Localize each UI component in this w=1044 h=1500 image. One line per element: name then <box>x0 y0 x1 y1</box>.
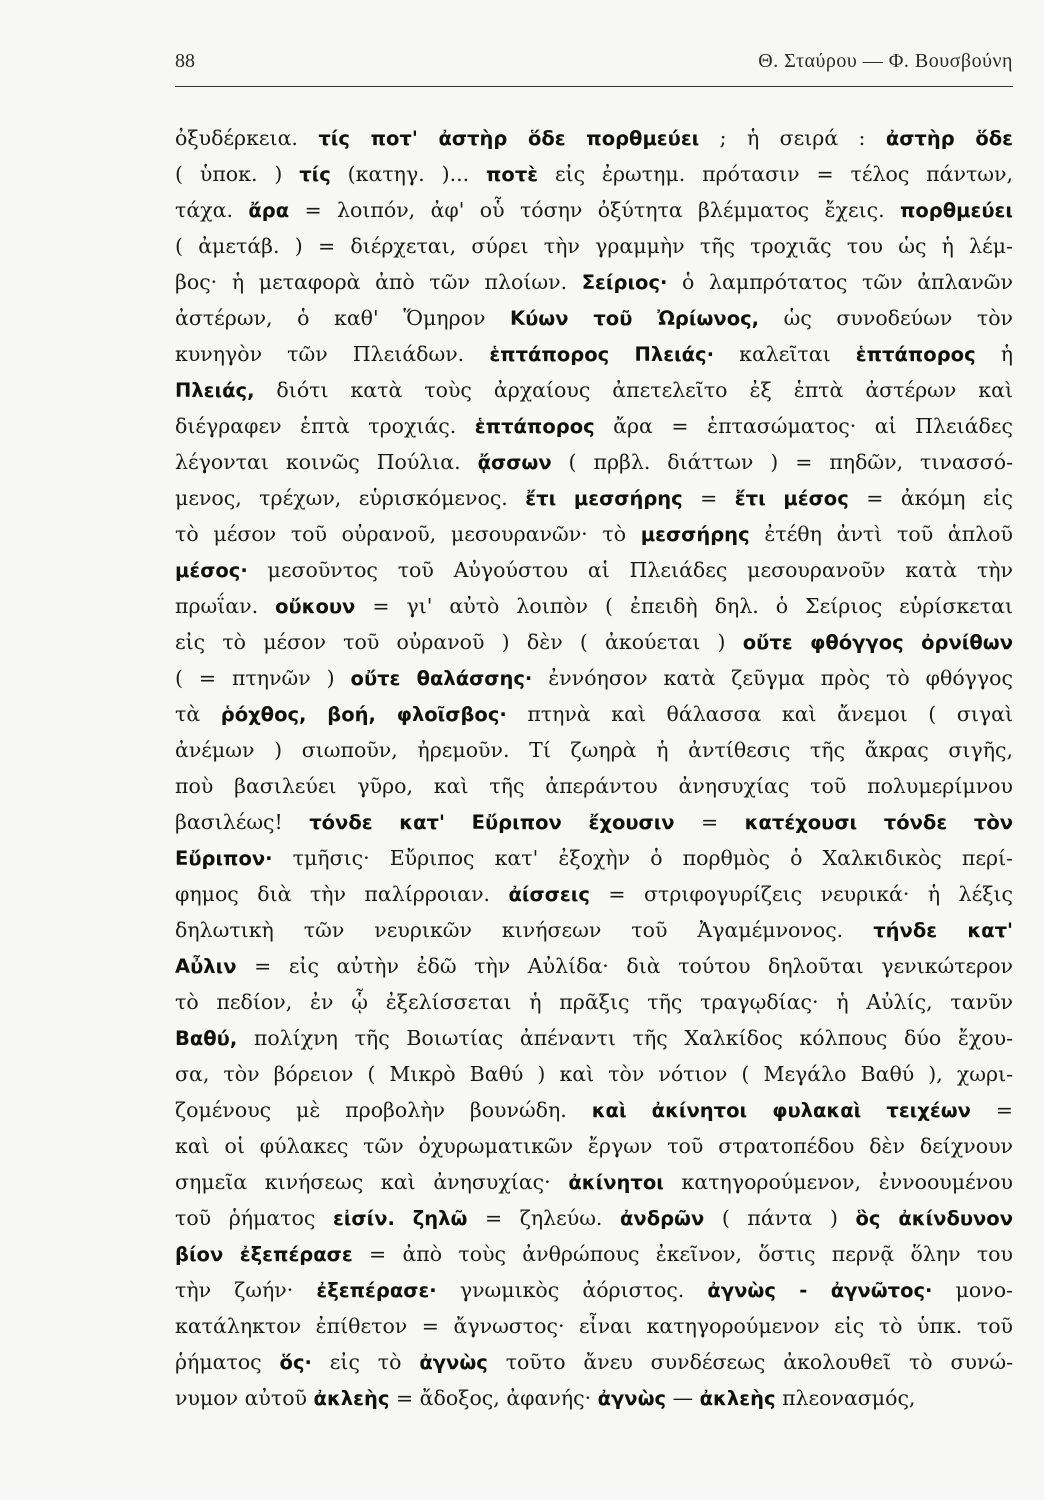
gloss-text: = στριφογυρίζεις νευρικά· ἡ λέξις <box>589 882 1013 906</box>
text-line <box>175 732 1013 768</box>
gloss-text: ἡ <box>975 342 1013 366</box>
lemma-term: ἔτι μεσσήρης <box>525 487 683 510</box>
lemma-term: πορθμεύει <box>899 199 1013 222</box>
gloss-text: βασιλέως! <box>175 810 310 834</box>
lemma-term: ἀνδρῶν <box>620 1207 705 1230</box>
text-line <box>175 1020 1013 1056</box>
text-line <box>175 588 1013 624</box>
commentary-text <box>175 120 1013 1416</box>
gloss-text: τοῦ ῥήματος <box>175 1206 333 1230</box>
lemma-term: τήνδε κατ' <box>873 919 1013 942</box>
gloss-text: ὡς συνοδεύων τὸν <box>759 306 1013 330</box>
lemma-term: ᾄσσων <box>477 451 552 474</box>
gloss-text: δηλωτικὴ τῶν νευρικῶν κινήσεων τοῦ Ἀγαμέμνονος. <box>175 918 874 942</box>
gloss-text: τάχα. <box>175 198 249 222</box>
gloss-text: πτηνὰ καὶ θάλασσα καὶ ἄνεμοι ( σιγαὶ <box>506 702 1013 726</box>
gloss-text: τὴν ζωήν· <box>175 1278 317 1302</box>
text-line <box>175 1236 1013 1272</box>
gloss-text: = <box>682 486 735 510</box>
lemma-term: τίς ποτ' ἀστὴρ ὅδε πορθμεύει <box>318 127 700 150</box>
gloss-text: κυνηγὸν τῶν Πλειάδων. <box>175 342 490 366</box>
lemma-term: τίς <box>299 163 331 186</box>
gloss-text: φημος διὰ τὴν παλίρροιαν. <box>175 882 509 906</box>
lemma-term: ῥόχθος, βοή, φλοῖσβος· <box>220 703 507 726</box>
lemma-term: ἀγνὼς <box>419 1351 488 1374</box>
lemma-term: ὃς ἀκίνδυνον <box>855 1207 1013 1230</box>
page-header <box>175 50 1013 87</box>
gloss-text: = <box>674 810 745 834</box>
lemma-term: βίον ἐξεπέρασε <box>175 1243 353 1266</box>
gloss-text: = ζηλεύω. <box>467 1206 621 1230</box>
text-line <box>175 624 1013 660</box>
gloss-text: ἐννόησον κατὰ ζεῦγμα πρὸς τὸ φθόγγος <box>532 666 1013 690</box>
lemma-term: καὶ ἀκίνητοι φυλακαὶ τειχέων <box>591 1099 971 1122</box>
lemma-term: Εὔριπον· <box>175 847 273 870</box>
gloss-text: μονο- <box>932 1278 1013 1302</box>
gloss-text: = ἀπὸ τοὺς ἀνθρώπους ἐκεῖνον, ὅστις περνᾷ ὅλην του <box>352 1242 1013 1266</box>
gloss-text: = γι' αὐτὸ λοιπὸν ( ἐπειδὴ δηλ. ὁ Σείριος εὑρίσκεται <box>355 594 1013 618</box>
gloss-text: πρωΐαν. <box>175 594 276 618</box>
gloss-text: = λοιπόν, ἀφ' οὗ τόσην ὀξύτητα βλέμματος ἔχεις. <box>289 198 900 222</box>
text-line <box>175 552 1013 588</box>
gloss-text: ἀστέρων, ὁ καθ' Ὅμηρον <box>175 306 511 330</box>
text-line <box>175 1344 1013 1380</box>
gloss-text: ὁ λαμπρότατος τῶν ἀπλανῶν <box>667 270 1013 294</box>
gloss-text: πλεονασμός, <box>775 1386 916 1410</box>
lemma-term: ἀστὴρ ὅδε <box>885 127 1013 150</box>
page-number: 88 <box>175 50 195 72</box>
gloss-text: τοῦτο ἄνευ συνδέσεως ἀκολουθεῖ τὸ συνώ- <box>487 1350 1013 1374</box>
text-line <box>175 1128 1013 1164</box>
gloss-text: τὸ μέσον τοῦ οὐρανοῦ, μεσουρανῶν· τὸ <box>175 522 641 546</box>
gloss-text: κατηγορούμενον, ἐννοουμένου <box>663 1170 1013 1194</box>
gloss-text: καὶ οἱ φύλακες τῶν ὀχυρωματικῶν ἔργων τοῦ στρατοπέδου δὲν δείχνουν <box>175 1134 1013 1158</box>
lemma-term: ποτὲ <box>486 163 539 186</box>
gloss-text: γνωμικὸς ἀόριστος. <box>436 1278 708 1302</box>
gloss-text: λέγονται κοινῶς Πούλια. <box>175 450 478 474</box>
lemma-term: μέσος· <box>175 559 248 582</box>
text-line <box>175 516 1013 552</box>
lemma-term: τόνδε κατ' Εὔριπον ἔχουσιν <box>309 811 675 834</box>
lemma-term: Αὖλιν <box>175 955 237 978</box>
lemma-term: ἔτι μέσος <box>734 487 849 510</box>
gloss-text: διότι κατὰ τοὺς ἀρχαίους ἀπετελεῖτο ἐξ ἑπτὰ ἀστέρων καὶ <box>254 378 1013 402</box>
lemma-term: Βαθύ, <box>175 1027 238 1050</box>
gloss-text: εἰς τὸ <box>311 1350 420 1374</box>
gloss-text: μενος, τρέχων, εὑρισκόμενος. <box>175 486 526 510</box>
text-line <box>175 804 1013 840</box>
gloss-text: μεσοῦντος τοῦ Αὐγούστου αἱ Πλειάδες μεσουρανοῦν κατὰ τὴν <box>247 558 1013 582</box>
running-head-authors: Θ. Σταύρου — Φ. Βουσβούνη <box>758 50 1013 72</box>
gloss-text: καλεῖται <box>714 342 856 366</box>
text-line <box>175 696 1013 732</box>
text-line <box>175 1200 1013 1236</box>
lemma-term: ἀκίνητοι <box>568 1171 664 1194</box>
lemma-term: οὔτε θαλάσσης· <box>350 667 533 690</box>
text-line <box>175 840 1013 876</box>
gloss-text: ; ἡ σειρά : <box>699 126 886 150</box>
lemma-term: ἀκλεὴς <box>313 1387 390 1410</box>
text-line <box>175 660 1013 696</box>
gloss-text: ( ὑποκ. ) <box>175 162 300 186</box>
lemma-term: ἑπτάπορος Πλειάς· <box>489 343 715 366</box>
gloss-text: = ἄδοξος, ἀφανής· <box>389 1386 598 1410</box>
lemma-term: κατέχουσι τόνδε τὸν <box>744 811 1013 834</box>
gloss-text: τὸ πεδίον, ἐν ᾧ ἐξελίσσεται ἡ πρᾶξις τῆς τραγῳδίας· ἡ Αὐλίς, τανῦν <box>175 990 1013 1014</box>
lemma-term: Πλειάς, <box>175 379 255 402</box>
text-line <box>175 1272 1013 1308</box>
gloss-text: ἄρα = ἑπτασώματος· αἱ Πλειάδες <box>594 414 1013 438</box>
gloss-text: τμῆσις· Εὔριπος κατ' ἐξοχὴν ὁ πορθμὸς ὁ Χαλκιδικὸς περί- <box>272 846 1013 870</box>
text-line <box>175 444 1013 480</box>
lemma-term: ἀγνὼς - ἀγνῶτος· <box>707 1279 933 1302</box>
text-line <box>175 300 1013 336</box>
lemma-term: Σείριος· <box>581 271 668 294</box>
text-line <box>175 408 1013 444</box>
lemma-term: μεσσήρης <box>640 523 750 546</box>
text-line <box>175 948 1013 984</box>
lemma-term: ἑπτάπορος <box>474 415 595 438</box>
text-line <box>175 264 1013 300</box>
gloss-text: = εἰς αὐτὴν ἐδῶ τὴν Αὐλίδα· διὰ τούτου δηλοῦται γενικώτερον <box>236 954 1013 978</box>
gloss-text: ζομένους μὲ προβολὴν βουνώδη. <box>175 1098 592 1122</box>
lemma-term: οὔκουν <box>275 595 356 618</box>
gloss-text: νυμον αὐτοῦ <box>175 1386 314 1410</box>
gloss-text: τὰ <box>175 702 221 726</box>
lemma-term: ἐξεπέρασε· <box>316 1279 437 1302</box>
gloss-text: ( ἀμετάβ. ) = διέρχεται, σύρει τὴν γραμμὴν τῆς τροχιᾶς του ὡς ἡ λέμ- <box>175 234 1013 258</box>
text-line <box>175 912 1013 948</box>
gloss-text: εἰς ἐρωτημ. πρότασιν = τέλος πάντων, <box>538 162 1013 186</box>
lemma-term: ἀγνὼς <box>597 1387 667 1410</box>
lemma-term: ἑπτάπορος <box>855 343 976 366</box>
text-line <box>175 336 1013 372</box>
gloss-text: = ἀκόμη εἰς <box>848 486 1013 510</box>
text-line <box>175 1308 1013 1344</box>
lemma-term: ἄρα <box>248 199 290 222</box>
gloss-text: βος· ἡ μεταφορὰ ἀπὸ τῶν πλοίων. <box>175 270 582 294</box>
gloss-text: σα, τὸν βόρειον ( Μικρὸ Βαθύ ) καὶ τὸν νότιον ( Μεγάλο Βαθύ ), χωρι- <box>175 1062 1013 1086</box>
gloss-text: (κατηγ. )... <box>330 162 486 186</box>
text-line <box>175 1164 1013 1200</box>
gloss-text: πολίχνη τῆς Βοιωτίας ἀπέναντι τῆς Χαλκίδος κόλπους δύο ἔχου- <box>237 1026 1013 1050</box>
text-line <box>175 768 1013 804</box>
text-line <box>175 120 1013 156</box>
gloss-text: ῥήματος <box>175 1350 280 1374</box>
lemma-term: Κύων τοῦ Ὠρίωνος, <box>510 307 760 330</box>
text-line <box>175 876 1013 912</box>
gloss-text: ἐτέθη ἀντὶ τοῦ ἁπλοῦ <box>749 522 1013 546</box>
text-line <box>175 156 1013 192</box>
gloss-text: εἰς τὸ μέσον τοῦ οὐρανοῦ ) δὲν ( ἀκούεται ) <box>175 630 743 654</box>
gloss-text: διέγραφεν ἑπτὰ τροχιάς. <box>175 414 475 438</box>
gloss-text: ποὺ βασιλεύει γῦρο, καὶ τῆς ἀπεράντου ἀνησυχίας τοῦ πολυμερίμνου <box>175 774 1013 798</box>
lemma-term: ἀίσσεις <box>508 883 590 906</box>
text-line <box>175 372 1013 408</box>
text-line <box>175 192 1013 228</box>
gloss-text: σημεῖα κινήσεως καὶ ἀνησυχίας· <box>175 1170 569 1194</box>
gloss-text: κατάληκτον ἐπίθετον = ἄγνωστος· εἶναι κατηγορούμενον εἰς τὸ ὑπκ. τοῦ <box>175 1314 1013 1338</box>
text-line <box>175 228 1013 264</box>
text-line <box>175 1092 1013 1128</box>
text-line <box>175 480 1013 516</box>
gloss-text: = <box>970 1098 1013 1122</box>
gloss-text: ( πάντα ) <box>704 1206 856 1230</box>
text-line <box>175 1380 1013 1416</box>
lemma-term: ἀκλεὴς <box>699 1387 776 1410</box>
lemma-term: εἰσίν. ζηλῶ <box>332 1207 468 1230</box>
text-line <box>175 1056 1013 1092</box>
gloss-text: — <box>666 1386 700 1410</box>
gloss-text: ὀξυδέρκεια. <box>175 126 319 150</box>
gloss-text: ( = πτηνῶν ) <box>175 666 351 690</box>
text-line <box>175 984 1013 1020</box>
gloss-text: ( πρβλ. διάττων ) = πηδῶν, τινασσό- <box>551 450 1013 474</box>
lemma-term: οὔτε φθόγγος ὀρνίθων <box>742 631 1013 654</box>
gloss-text: ἀνέμων ) σιωποῦν, ἠρεμοῦν. Τί ζωηρὰ ἡ ἀντίθεσις τῆς ἄκρας σιγῆς, <box>175 738 1013 762</box>
lemma-term: ὅς· <box>279 1351 312 1374</box>
